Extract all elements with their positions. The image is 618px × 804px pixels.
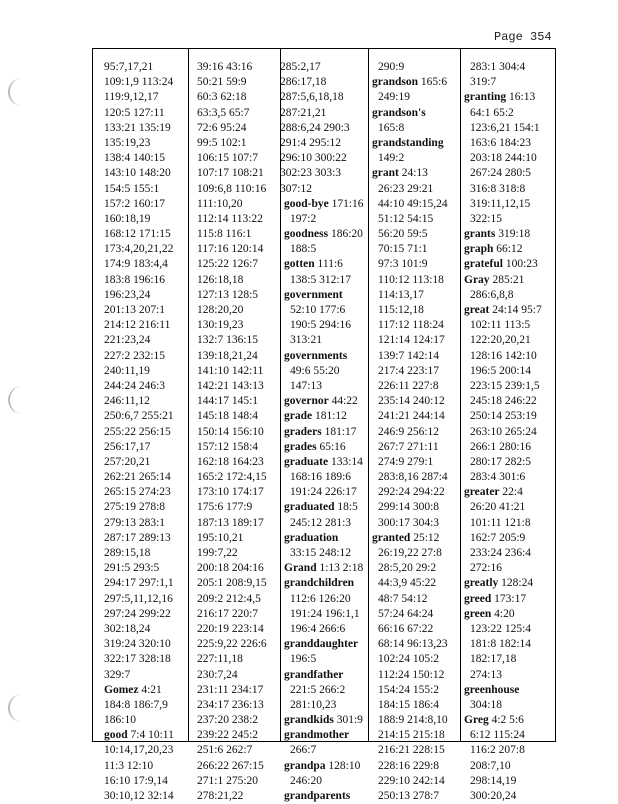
- index-locator-line: 271:1 275:20: [197, 774, 259, 787]
- index-locator-line: 267:24 280:5: [470, 167, 532, 180]
- index-locator-line: 272:16: [470, 562, 502, 575]
- index-headword: grants: [464, 228, 496, 241]
- index-headword: government: [284, 288, 343, 301]
- index-locator-line: 274:9 279:1: [378, 455, 434, 468]
- index-locator-line: 184:15 186:4: [378, 698, 440, 711]
- index-locator-line: 246:20: [290, 774, 322, 787]
- index-headword: greatly: [464, 577, 499, 590]
- index-headword: gotten: [284, 258, 315, 271]
- index-locator-line: 30:10,12 32:14: [104, 790, 174, 802]
- index-locator-line: 319:7: [470, 76, 497, 89]
- index-locator-line: 162:7 205:9: [470, 531, 526, 544]
- index-locator-line: 63:3,5 65:7: [197, 106, 250, 119]
- index-term-entry: goodness 186:20: [284, 228, 363, 241]
- index-headword: Grand: [284, 562, 317, 575]
- index-column-4: [368, 60, 448, 804]
- index-locator-line: 160:18,19: [104, 212, 151, 225]
- index-locator-line: 246:9 256:12: [378, 425, 440, 438]
- index-locator-line: 99:5 102:1: [197, 136, 247, 149]
- index-term-entry: good-bye 171:16: [284, 197, 364, 210]
- index-locator-line: 181:8 182:14: [470, 638, 532, 651]
- index-locator-line: 291:4 295:12: [280, 136, 342, 149]
- index-locator-line: 230:7,24: [197, 668, 238, 681]
- index-locator-line: 275:19 278:8: [104, 501, 166, 514]
- column-divider: [188, 48, 189, 742]
- index-locator-line: 196:23,24: [104, 288, 151, 301]
- index-term-entry: great 24:14 95:7: [464, 304, 542, 316]
- index-locator-line: 274:13: [470, 668, 502, 681]
- index-headword: graders: [284, 425, 322, 438]
- index-term-entry: [368, 136, 448, 151]
- index-locator-line: 102:24 105:2: [378, 653, 440, 666]
- index-headword: granting: [464, 91, 507, 104]
- index-headword: governor: [284, 395, 329, 408]
- index-locator-line: 127:13 128:5: [197, 288, 259, 301]
- index-headword: Gray: [464, 273, 490, 286]
- index-term-entry: [460, 683, 542, 698]
- index-locator-line: 154:5 155:1: [104, 182, 160, 195]
- index-locator-line: 216:17 220:7: [197, 607, 259, 620]
- index-locator-line: 262:21 265:14: [104, 471, 171, 484]
- index-locator-line: 216:21 228:15: [378, 744, 445, 757]
- index-locator-line: 190:5 294:16: [290, 319, 352, 332]
- index-locator-line: 302:18,24: [104, 622, 151, 635]
- index-locator-line: 227:11,18: [197, 653, 243, 666]
- index-term-entry: Gray 285:21: [464, 273, 525, 286]
- index-term-entry: grandkids 301:9: [284, 714, 363, 727]
- index-locator-line: 101:11 121:8: [470, 516, 531, 529]
- index-locator-line: 294:17 297:1,1: [104, 577, 174, 590]
- index-locator-line: 283:8,16 287:4: [378, 471, 448, 484]
- index-column-1: [104, 60, 174, 804]
- index-locator-line: 290:9: [378, 61, 405, 73]
- index-locator-line: 66:16 67:22: [378, 622, 434, 635]
- index-locator-line: 183:8 196:16: [104, 273, 166, 286]
- index-locator-line: 95:7,17,21: [104, 61, 154, 73]
- index-headword: graduate: [284, 455, 329, 468]
- index-headword: good: [104, 729, 128, 742]
- index-locator-line: 106:15 107:7: [197, 152, 259, 165]
- index-headword: grandchildren: [284, 577, 355, 590]
- index-locator-line: 56:20 59:5: [378, 228, 428, 241]
- index-locator-line: 187:13 189:17: [197, 516, 264, 529]
- index-locator-line: 300:17 304:3: [378, 516, 440, 529]
- index-term-entry: Grand 1:13 2:18: [284, 562, 364, 575]
- index-locator-line: 163:6 184:23: [470, 136, 532, 149]
- index-locator-line: 26:19,22 27:8: [378, 547, 442, 559]
- index-locator-line: 112:24 150:12: [378, 668, 445, 681]
- index-locator-line: 228:16 229:8: [378, 759, 440, 772]
- index-locator-line: 203:18 244:10: [470, 152, 537, 165]
- index-locator-line: 128:20,20: [197, 304, 244, 316]
- index-locator-line: 283:1 304:4: [470, 61, 526, 73]
- index-term-entry: greatly 128:24: [464, 577, 534, 590]
- index-headword: greed: [464, 592, 492, 605]
- index-locator-line: 250:13 278:7: [378, 790, 440, 802]
- index-locator-line: 26:23 29:21: [378, 182, 434, 195]
- index-locator-line: 115:12,18: [378, 304, 424, 316]
- index-locator-line: 191:24 226:17: [290, 486, 357, 499]
- index-headword: grandson's: [372, 106, 426, 119]
- index-locator-line: 50:21 59:9: [197, 76, 247, 89]
- index-headword: grandpa: [284, 759, 326, 772]
- index-term-entry: graduate 133:14: [284, 455, 363, 468]
- index-locator-line: 174:9 183:4,4: [104, 258, 168, 271]
- index-locator-line: 157:2 160:17: [104, 197, 166, 210]
- index-locator-line: 114:13,17: [378, 288, 424, 301]
- index-locator-line: 149:2: [378, 152, 405, 165]
- index-locator-line: 39:16 43:16: [197, 61, 253, 73]
- index-term-entry: good 7:4 10:11: [104, 729, 174, 742]
- index-locator-line: 297:5,11,12,16: [104, 592, 173, 605]
- index-locator-line: 201:13 207:1: [104, 304, 166, 316]
- index-locator-line: 68:14 96:13,23: [378, 638, 448, 651]
- index-locator-line: 267:7 271:11: [378, 440, 439, 453]
- index-locator-line: 44:10 49:15,24: [378, 197, 448, 210]
- index-locator-line: 245:12 281:3: [290, 516, 352, 529]
- index-locator-line: 147:13: [290, 379, 322, 392]
- index-locator-line: 256:17,17: [104, 440, 151, 453]
- index-term-entry: grade 181:12: [284, 410, 347, 423]
- index-headword: grandkids: [284, 714, 334, 727]
- index-locator-line: 168:12 171:15: [104, 228, 171, 241]
- index-locator-line: 255:22 256:15: [104, 425, 171, 438]
- index-locator-line: 205:1 208:9,15: [197, 577, 267, 590]
- index-locator-line: 143:10 148:20: [104, 167, 171, 180]
- index-locator-line: 283:4 301:6: [470, 471, 526, 484]
- index-headword: greater: [464, 486, 500, 499]
- binder-hole-top: [8, 78, 24, 106]
- index-locator-line: 287:21,21: [280, 106, 327, 119]
- binder-hole-bottom: [8, 694, 24, 722]
- index-headword: granddaughter: [284, 638, 359, 651]
- index-locator-line: 220:19 223:14: [197, 622, 264, 635]
- index-locator-line: 139:7 142:14: [378, 349, 440, 362]
- index-locator-line: 307:12: [280, 182, 312, 195]
- index-locator-line: 288:6,24 290:3: [280, 121, 350, 134]
- index-term-entry: graph 66:12: [464, 243, 523, 256]
- index-locator-line: 266:7: [290, 744, 317, 757]
- index-locator-line: 157:12 158:4: [197, 440, 259, 453]
- index-locator-line: 122:20,20,21: [470, 334, 531, 347]
- index-term-entry: Gomez 4:21: [104, 683, 162, 696]
- index-locator-line: 57:24 64:24: [378, 607, 434, 620]
- index-locator-line: 135:19,23: [104, 136, 151, 149]
- index-locator-line: 319:24 320:10: [104, 638, 171, 651]
- index-headword: grades: [284, 440, 317, 453]
- index-term-entry: [280, 789, 364, 804]
- index-term-entry: [280, 576, 364, 591]
- index-term-entry: granted 25:12: [372, 531, 440, 544]
- index-locator-line: 280:17 282:5: [470, 455, 532, 468]
- index-locator-line: 173:4,20,21,22: [104, 243, 174, 256]
- index-term-entry: gotten 111:6: [284, 258, 343, 271]
- index-term-entry: grant 24:13: [372, 167, 428, 180]
- index-locator-line: 109:1,9 113:24: [104, 76, 174, 89]
- index-locator-line: 316:8 318:8: [470, 182, 526, 195]
- index-locator-line: 107:17 108:21: [197, 167, 264, 180]
- index-locator-line: 196:5 200:14: [470, 364, 532, 377]
- index-locator-line: 138:4 140:15: [104, 152, 166, 165]
- index-locator-line: 229:10 242:14: [378, 774, 445, 787]
- index-locator-line: 291:5 293:5: [104, 562, 160, 575]
- index-term-entry: grandpa 128:10: [284, 759, 361, 772]
- index-locator-line: 97:3 101:9: [378, 258, 428, 271]
- index-term-entry: graduated 18:5: [284, 501, 358, 514]
- index-headword: grade: [284, 410, 313, 423]
- index-locator-line: 11:3 12:10: [104, 759, 154, 772]
- index-column-2: [197, 60, 267, 804]
- index-locator-line: 227:2 232:15: [104, 349, 166, 362]
- index-locator-line: 188:9 214:8,10: [378, 714, 448, 727]
- index-locator-line: 304:18: [470, 698, 502, 711]
- index-column-5: [460, 60, 542, 804]
- index-locator-line: 64:1 65:2: [470, 106, 514, 119]
- index-locator-line: 184:8 186:7,9: [104, 698, 168, 711]
- index-headword: governments: [284, 349, 348, 362]
- index-locator-line: 132:7 136:15: [197, 334, 259, 347]
- index-locator-line: 165:8: [378, 121, 405, 134]
- index-locator-line: 289:15,18: [104, 547, 151, 559]
- index-term-entry: grades 65:16: [284, 440, 346, 453]
- index-locator-line: 116:2 207:8: [470, 744, 525, 757]
- index-locator-line: 119:9,12,17: [104, 91, 159, 104]
- index-locator-line: 195:10,21: [197, 531, 244, 544]
- index-locator-line: 130:19,23: [197, 319, 244, 332]
- index-locator-line: 329:7: [104, 668, 131, 681]
- index-term-entry: grateful 100:23: [464, 258, 538, 271]
- index-locator-line: 281:10,23: [290, 698, 337, 711]
- index-term-entry: [368, 106, 448, 121]
- index-locator-line: 49:6 55:20: [290, 364, 340, 377]
- index-locator-line: 209:2 212:4,5: [197, 592, 261, 605]
- index-locator-line: 266:1 280:16: [470, 440, 532, 453]
- index-locator-line: 102:11 113:5: [470, 319, 531, 332]
- index-headword: great: [464, 304, 490, 316]
- index-locator-line: 221:5 266:2: [290, 683, 346, 696]
- index-locator-line: 200:18 204:16: [197, 562, 264, 575]
- index-locator-line: 231:11 234:17: [197, 683, 264, 696]
- index-locator-line: 6:12 115:24: [470, 729, 525, 742]
- index-headword: grandfather: [284, 668, 344, 681]
- index-headword: grandparents: [284, 790, 351, 802]
- index-term-entry: [280, 349, 364, 364]
- index-term-entry: [280, 637, 364, 652]
- index-locator-line: 214:15 215:18: [378, 729, 445, 742]
- index-term-entry: greed 173:17: [464, 592, 527, 605]
- index-locator-line: 251:6 262:7: [197, 744, 253, 757]
- index-locator-line: 263:10 265:24: [470, 425, 537, 438]
- index-locator-line: 112:14 113:22: [197, 212, 263, 225]
- index-headword: graph: [464, 243, 494, 256]
- index-locator-line: 52:10 177:6: [290, 304, 346, 316]
- binder-hole-middle: [8, 386, 24, 414]
- index-headword: good-bye: [284, 197, 329, 210]
- index-locator-line: 234:17 236:13: [197, 698, 264, 711]
- index-locator-line: 287:17 289:13: [104, 531, 171, 544]
- index-locator-line: 60:3 62:18: [197, 91, 247, 104]
- index-locator-line: 128:16 142:10: [470, 349, 537, 362]
- index-locator-line: 117:16 120:14: [197, 243, 264, 256]
- index-term-entry: governor 44:22: [284, 395, 358, 408]
- index-locator-line: 223:15 239:1,5: [470, 379, 540, 392]
- index-locator-line: 162:18 164:23: [197, 455, 264, 468]
- index-locator-line: 150:14 156:10: [197, 425, 264, 438]
- index-locator-line: 117:12 118:24: [378, 319, 444, 332]
- index-headword: goodness: [284, 228, 329, 241]
- index-locator-line: 302:23 303:3: [280, 167, 342, 180]
- index-headword: granted: [372, 531, 411, 544]
- index-locator-line: 300:20,24: [470, 790, 517, 802]
- index-locator-line: 10:14,17,20,23: [104, 744, 174, 757]
- index-column-3: [280, 60, 364, 804]
- index-locator-line: 48:7 54:12: [378, 592, 428, 605]
- index-locator-line: 237:20 238:2: [197, 714, 259, 727]
- index-headword: grandmother: [284, 729, 350, 742]
- index-locator-line: 217:4 223:17: [378, 364, 440, 377]
- index-locator-line: 145:18 148:4: [197, 410, 259, 423]
- index-term-entry: grants 319:18: [464, 228, 531, 241]
- index-locator-line: 112:6 126:20: [290, 592, 351, 605]
- index-locator-line: 214:12 216:11: [104, 319, 171, 332]
- index-locator-line: 133:21 135:19: [104, 121, 171, 134]
- index-locator-line: 279:13 283:1: [104, 516, 166, 529]
- index-term-entry: [280, 668, 364, 683]
- index-term-entry: [280, 728, 364, 743]
- index-locator-line: 72:6 95:24: [197, 121, 247, 134]
- index-locator-line: 196:5: [290, 653, 317, 666]
- index-locator-line: 266:22 267:15: [197, 759, 264, 772]
- index-term-entry: graders 181:17: [284, 425, 357, 438]
- index-locator-line: 175:6 177:9: [197, 501, 253, 514]
- index-locator-line: 33:15 248:12: [290, 547, 352, 559]
- index-locator-line: 322:15: [470, 212, 502, 225]
- index-locator-line: 240:11,19: [104, 364, 150, 377]
- index-term-entry: Greg 4:2 5:6: [464, 714, 524, 727]
- index-locator-line: 126:18,18: [197, 273, 244, 286]
- index-locator-line: 221:23,24: [104, 334, 151, 347]
- index-locator-line: 245:18 246:22: [470, 395, 537, 408]
- index-term-entry: [280, 288, 364, 303]
- index-locator-line: 199:7,22: [197, 547, 238, 559]
- index-locator-line: 182:17,18: [470, 653, 517, 666]
- index-locator-line: 144:17 145:1: [197, 395, 259, 408]
- index-locator-line: 298:14,19: [470, 774, 517, 787]
- index-locator-line: 246:11,12: [104, 395, 150, 408]
- index-locator-line: 286:17,18: [280, 76, 327, 89]
- index-locator-line: 250:14 253:19: [470, 410, 537, 423]
- index-locator-line: 197:2: [290, 212, 317, 225]
- index-headword: green: [464, 607, 492, 620]
- index-locator-line: 26:20 41:21: [470, 501, 526, 514]
- index-locator-line: 239:22 245:2: [197, 729, 259, 742]
- index-locator-line: 292:24 294:22: [378, 486, 445, 499]
- index-locator-line: 191:24 196:1,1: [290, 607, 360, 620]
- index-locator-line: 154:24 155:2: [378, 683, 440, 696]
- index-locator-line: 123:22 125:4: [470, 622, 532, 635]
- index-locator-line: 319:11,12,15: [470, 197, 531, 210]
- index-headword: grant: [372, 167, 399, 180]
- index-term-entry: granting 16:13: [464, 91, 536, 104]
- index-headword: grandson: [372, 76, 419, 89]
- index-locator-line: 111:10,20: [197, 197, 243, 210]
- index-locator-line: 249:19: [378, 91, 410, 104]
- index-locator-line: 44:3,9 45:22: [378, 577, 437, 590]
- index-locator-line: 168:16 189:6: [290, 471, 352, 484]
- index-headword: graduated: [284, 501, 335, 514]
- index-locator-line: 138:5 312:17: [290, 273, 352, 286]
- index-locator-line: 109:6,8 110:16: [197, 182, 267, 195]
- index-headword: Greg: [464, 714, 489, 727]
- index-locator-line: 196:4 266:6: [290, 622, 346, 635]
- index-locator-line: 70:15 71:1: [378, 243, 428, 256]
- index-locator-line: 322:17 328:18: [104, 653, 171, 666]
- index-locator-line: 186:10: [104, 714, 136, 727]
- index-locator-line: 28:5,20 29:2: [378, 562, 437, 575]
- index-locator-line: 141:10 142:11: [197, 364, 264, 377]
- index-locator-line: 313:21: [290, 334, 322, 347]
- index-locator-line: 165:2 172:4,15: [197, 471, 267, 484]
- index-locator-line: 125:22 126:7: [197, 258, 259, 271]
- index-locator-line: 139:18,21,24: [197, 349, 258, 362]
- index-locator-line: 188:5: [290, 243, 317, 256]
- index-locator-line: 278:21,22: [197, 790, 244, 802]
- index-locator-line: 241:21 244:14: [378, 410, 445, 423]
- index-locator-line: 257:20,21: [104, 455, 151, 468]
- index-term-entry: green 4:20: [464, 607, 515, 620]
- index-locator-line: 286:6,8,8: [470, 288, 514, 301]
- index-locator-line: 173:10 174:17: [197, 486, 264, 499]
- index-locator-line: 110:12 113:18: [378, 273, 444, 286]
- index-locator-line: 225:9,22 226:6: [197, 638, 267, 651]
- index-locator-line: 121:14 124:17: [378, 334, 445, 347]
- index-headword: graduation: [284, 531, 339, 544]
- index-locator-line: 244:24 246:3: [104, 379, 166, 392]
- page-number: Page 354: [494, 30, 552, 44]
- index-headword: grandstanding: [372, 136, 444, 149]
- index-locator-line: 208:7,10: [470, 759, 511, 772]
- index-locator-line: 297:24 299:22: [104, 607, 171, 620]
- index-term-entry: [280, 531, 364, 546]
- index-headword: greenhouse: [464, 683, 520, 696]
- index-headword: Gomez: [104, 683, 142, 696]
- index-locator-line: 296:10 300:22: [280, 152, 347, 165]
- index-locator-line: 287:5,6,18,18: [280, 91, 344, 104]
- index-locator-line: 16:10 17:9,14: [104, 774, 168, 787]
- index-locator-line: 285:2,17: [280, 61, 321, 73]
- index-term-entry: greater 22:4: [464, 486, 523, 499]
- index-locator-line: 142:21 143:13: [197, 379, 264, 392]
- index-locator-line: 299:14 300:8: [378, 501, 440, 514]
- index-locator-line: 233:24 236:4: [470, 547, 532, 559]
- index-locator-line: 235:14 240:12: [378, 395, 445, 408]
- index-locator-line: 120:5 127:11: [104, 106, 165, 119]
- index-locator-line: 123:6,21 154:1: [470, 121, 540, 134]
- index-locator-line: 115:8 116:1: [197, 228, 252, 241]
- index-locator-line: 250:6,7 255:21: [104, 410, 174, 423]
- index-headword: grateful: [464, 258, 503, 271]
- index-term-entry: grandson 165:6: [372, 76, 448, 89]
- index-locator-line: 226:11 227:8: [378, 379, 439, 392]
- index-locator-line: 51:12 54:15: [378, 212, 434, 225]
- index-locator-line: 265:15 274:23: [104, 486, 171, 499]
